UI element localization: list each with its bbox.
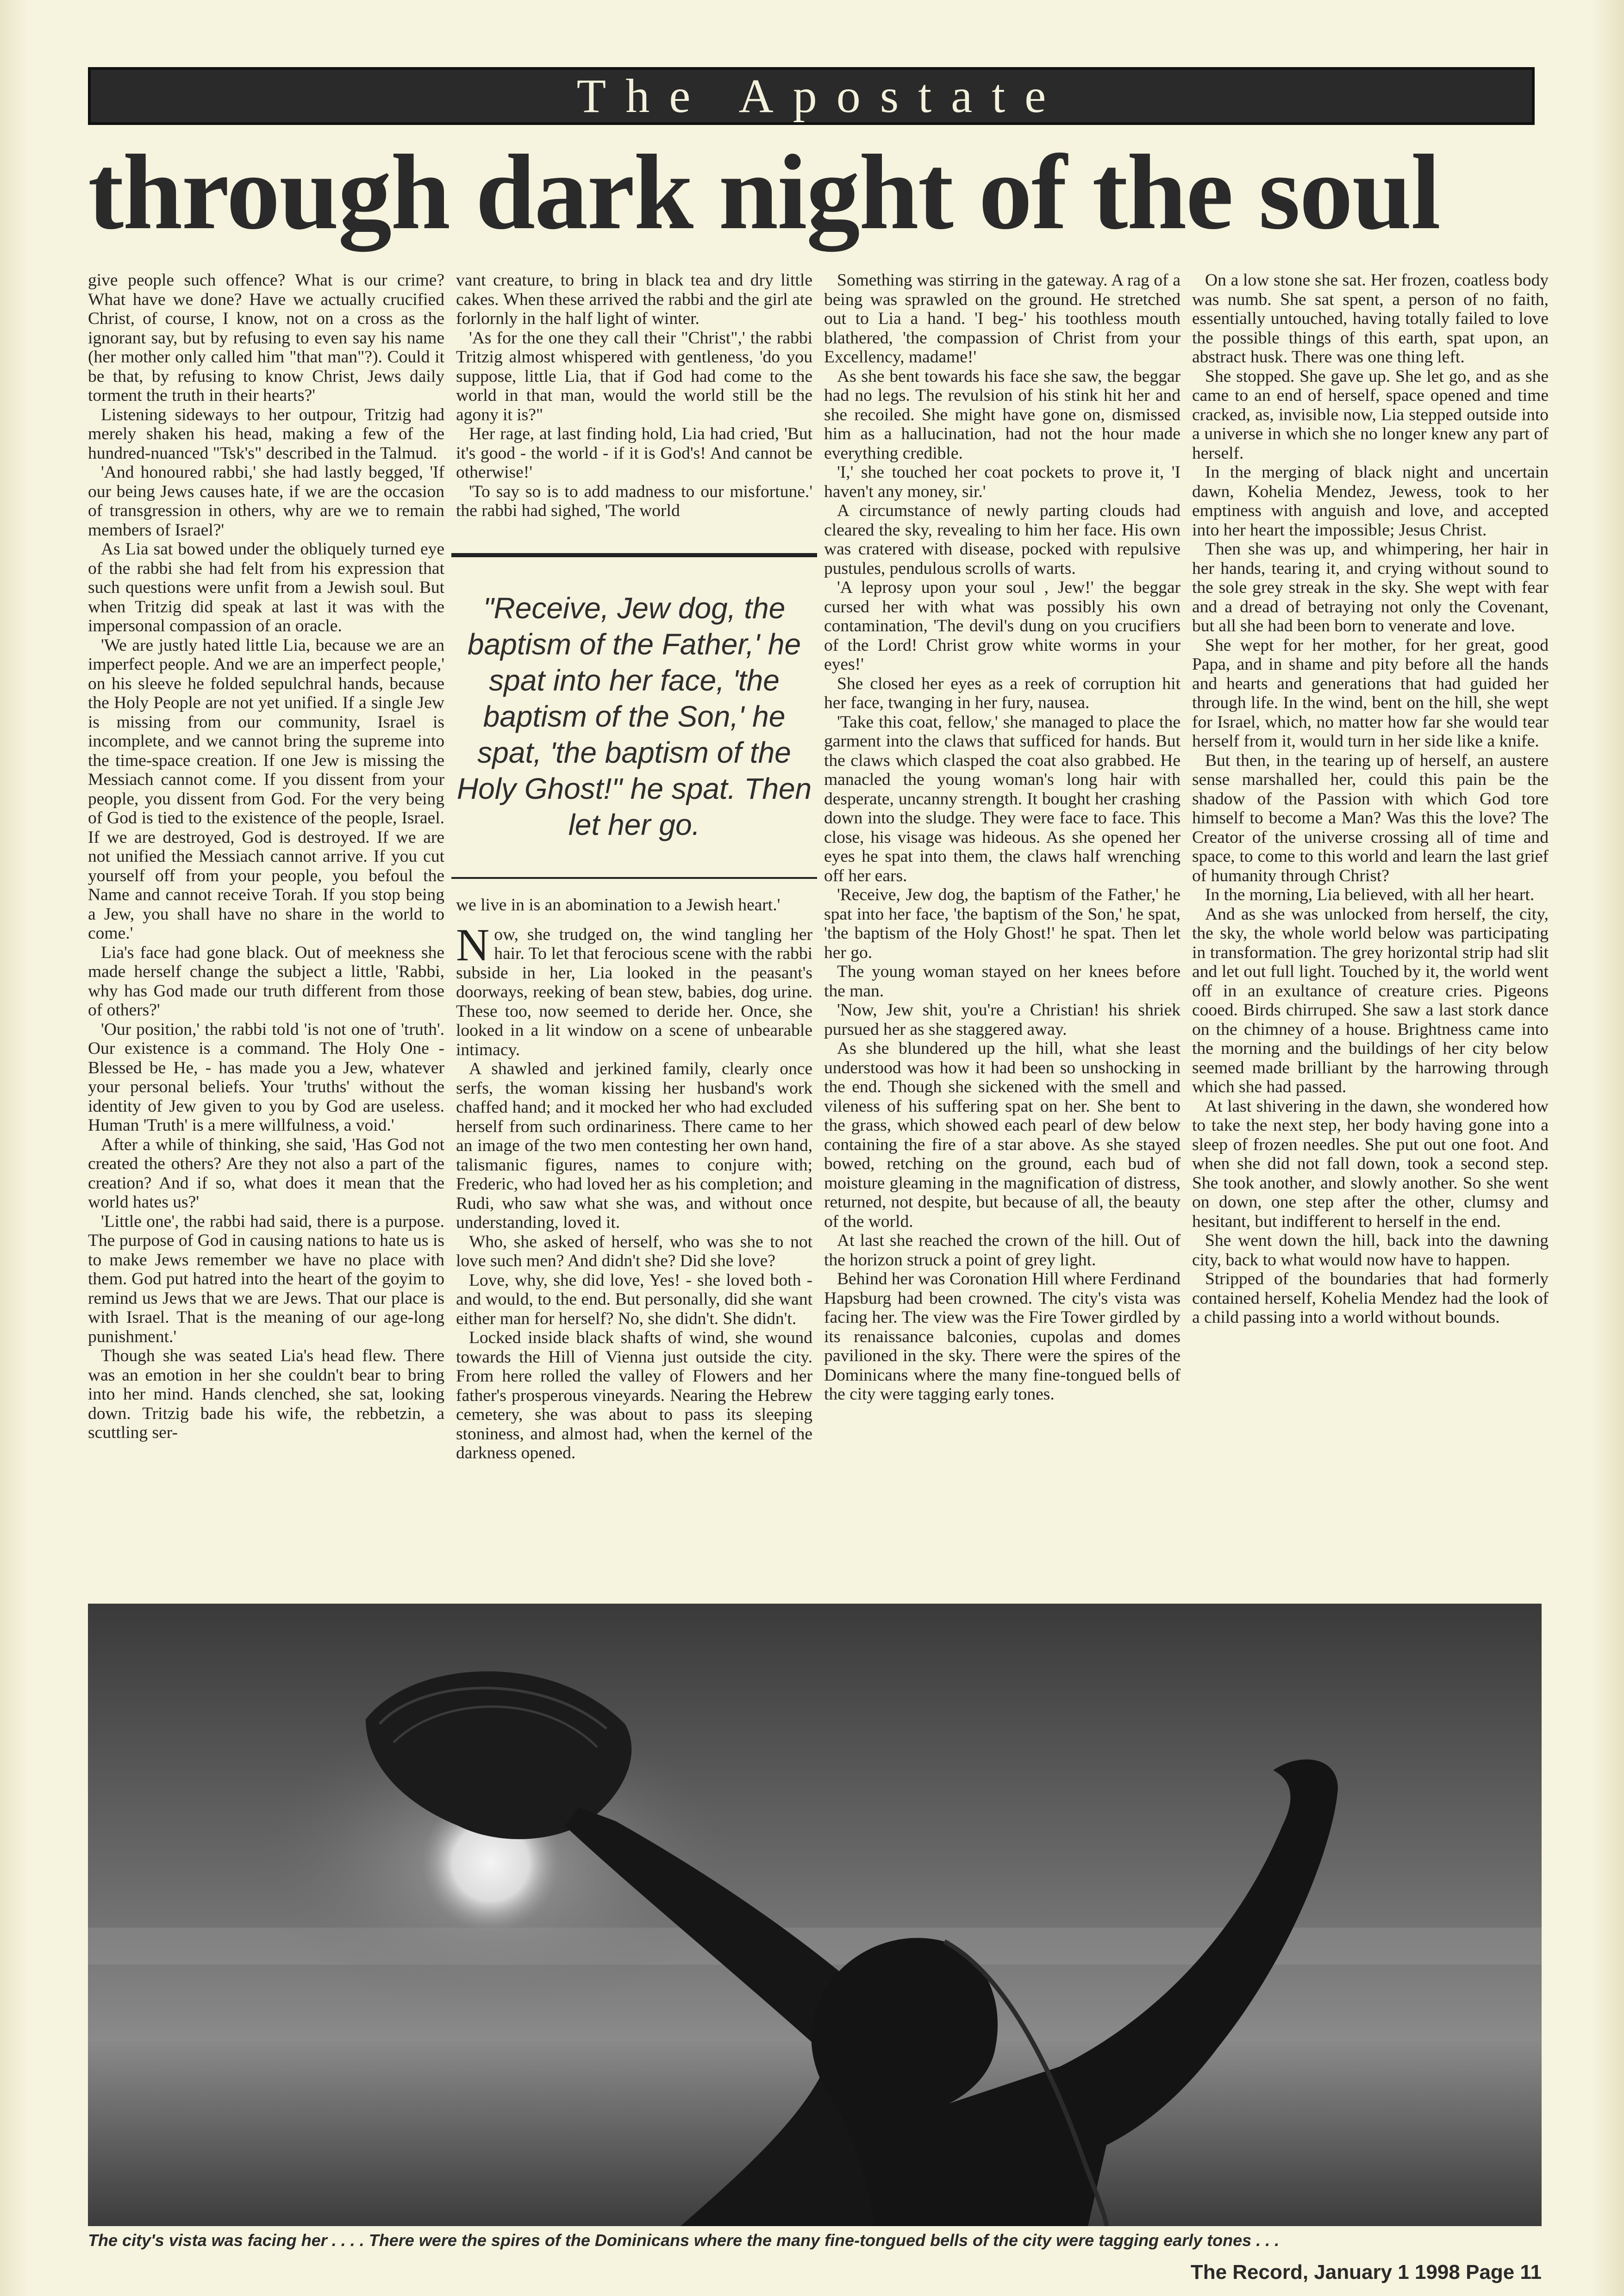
- paragraph: 'To say so is to add madness to our misfortune.' the rabbi had sighed, 'The world: [456, 482, 812, 520]
- column-2-top: [456, 271, 812, 521]
- paragraph: In the morning, Lia believed, with all her heart.: [1205, 885, 1535, 904]
- paragraph: As she blundered up the hill, what she least understood was how it had been so unshocking in the end. Though she sickened with the smell and vileness of his suffering spat on her. She bent to the grass, which showed each pearl of dew below containing the fire of a star above. As she stayed bowed, retching on the ground, each bud of moisture gleaming in the magnification of distress, returned, not despite, but because of all, the beauty of the world.: [824, 1039, 1181, 1231]
- photo-illustration: [88, 1604, 1542, 2226]
- paragraph: ow, she trudged on, the wind tangling her hair. To let that ferocious scene with the rabbi subside in her, Lia looked in the peasant's doorways, reeking of bean stew, babies, dog urine. These too, now seemed to deride her. Once, she looked in a lit window on a scene of unbearable intimacy.: [456, 925, 812, 1059]
- paragraph: Lia's face had gone black. Out of meekness she made herself change the subject a little, 'Rabbi, why has God made our truth different from those of others?': [88, 943, 444, 1020]
- paragraph: As Lia sat bowed under the obliquely turned eye of the rabbi she had felt from his expression that such questions were unfit from a Jewish soul. But when Tritzig did speak at last it was with the impersonal compassion of an oracle.: [88, 540, 444, 635]
- dropcap: N: [456, 919, 490, 971]
- paragraph: 'Our position,' the rabbi told 'is not one of 'truth'. Our existence is a command. The Holy One - Blessed be He, - has made you a Jew, whatever your personal beliefs. Your 'truths' without the identity of Jew given to you by God are useless. Human 'Truth' is a mere willfulness, a void.': [88, 1020, 444, 1135]
- paragraph: As she bent towards his face she saw, the beggar had no legs. The revulsion of his stink hit her and she recoiled. She might have gone on, dismissed him as a hallucination, had not the hour made everything credible.: [824, 367, 1181, 463]
- paragraph: She stopped. She gave up. She let go, and as she came to an end of herself, space opened and time cracked, as, invisible now, Lia stepped outside into a universe in which she no longer knew any part of herself.: [1192, 367, 1549, 463]
- pull-quote-top-rule: [451, 553, 817, 557]
- paragraph: On a low stone she sat. Her frozen, coatless body was numb. She sat spent, a person of no faith, essentially untouched, having totally failed to love the possible things of this earth, spat upon, an abstract husk. There was one thing left.: [1192, 271, 1549, 367]
- paragraph: A circumstance of newly parting clouds had cleared the sky, revealing to him her face. His own was cratered with disease, pocked with repulsive pustules, pendulous scrolls of warts.: [824, 501, 1181, 578]
- paragraph: After a while of thinking, she said, 'Has God not created the others? Are they not also a part of the creation? And if so, what does it mean that the world hates us?': [88, 1135, 444, 1212]
- paragraph: Listening sideways to her outpour, Tritzig had merely shaken his head, making a few of the hundred-nuanced "Tsk's" described in the Talmud.: [88, 405, 444, 463]
- paragraph: 'Receive, Jew dog, the baptism of the Father,' he spat into her face, 'the baptism of the Son,' he spat, 'the baptism of the Holy Ghost!' he spat. Then let her go.: [824, 885, 1181, 962]
- paragraph: Then she was up, and whimpering, her hair in her hands, tearing it, and crying without sound to the sole grey streak in the sky. She wept with fear and a dread of betraying not only the Covenant, but all she had been born to venerate and love.: [1192, 540, 1549, 635]
- paragraph: 'I,' she touched her coat pockets to prove it, 'I haven't any money, sir.': [824, 463, 1181, 501]
- paragraph: 'And honoured rabbi,' she had lastly begged, 'If our being Jews causes hate, if we are the occasion of transgression in others, why are we to remain members of Israel?': [88, 463, 444, 540]
- paragraph: A shawled and jerkined family, clearly once serfs, the woman kissing her husband's work chaffed hand; and it mocked her who had excluded herself from such ordinariness. There came to her an image of the two men contesting her own hand, talismanic figures, names to conjure with; Frederic, who had loved her as his completion; and Rudi, who saw what she was, and without once understanding, loved it.: [456, 1059, 812, 1232]
- paragraph: Love, why, she did love, Yes! - she loved both - and would, to the end. But personally, did she want either man for herself? No, she didn't. She didn't.: [456, 1270, 812, 1328]
- paragraph: Stripped of the boundaries that had formerly contained herself, Kohelia Mendez had the look of a child passing into a world without bounds.: [1192, 1269, 1549, 1327]
- section-kicker-banner: [88, 67, 1535, 125]
- paragraph: She closed her eyes as a reek of corruption hit her face, twanging in her fury, nausea.: [824, 674, 1181, 712]
- column-3: [824, 271, 1181, 1404]
- column-4: [1192, 271, 1549, 1327]
- paragraph: 'As for the one they call their "Christ",' the rabbi Tritzig almost whispered with gentleness, 'do you suppose, little Lia, that if God had come to the world in that man, would the world still be the agony it is?": [456, 328, 812, 424]
- paragraph: Locked inside black shafts of wind, she wound towards the Hill of Vienna just outside the city. From here rolled the valley of Flowers and her father's prosperous vineyards. Nearing the Hebrew cemetery, she was about to pass its sleeping stoniness, and almost had, when the kernel of the darkness opened.: [456, 1328, 812, 1462]
- page-footer: The Record, January 1 1998 Page 11: [1190, 2261, 1542, 2284]
- paragraph: At last shivering in the dawn, she wondered how to take the next step, her body having gone into a sleep of frozen needles. She put out one foot. And when she did not fall down, took a second step. She took another, and slowly another. So she went on down, one step after the other, clumsy and hesitant, but indifferent to herself in the end.: [1192, 1096, 1549, 1231]
- paragraph: vant creature, to bring in black tea and dry little cakes. When these arrived the rabbi and the girl ate forlornly in the half light of winter.: [456, 271, 812, 328]
- headline: through dark night of the soul: [88, 133, 1440, 252]
- paragraph: At last she reached the crown of the hill. Out of the horizon struck a point of grey light.: [824, 1231, 1181, 1269]
- paragraph: Though she was seated Lia's head flew. There was an emotion in her she couldn't bear to bring into her mind. Hands clenched, she sat, looking down. Tritzig bade his wife, the rebbetzin, a scuttling ser-: [88, 1346, 444, 1442]
- paragraph: She went down the hill, back into the dawning city, back to what would now have to happen.: [1192, 1231, 1549, 1269]
- dropcap-paragraph: [456, 919, 812, 1060]
- paragraph: The young woman stayed on her knees before the man.: [824, 962, 1181, 1001]
- paragraph: And as she was unlocked from herself, the city, the sky, the whole world below was participating in transformation. The grey horizontal strip had slit and let out full light. Touched by it, the world went off in an exultance of creature cries. Pigeons cooed. Birds chirruped. She saw a last stork dance on the chimney of a house. Brightness came into the morning and the buildings of her city below seemed made brilliant by the harrowing through which she had passed.: [1192, 904, 1549, 1096]
- paragraph: Her rage, at last finding hold, Lia had cried, 'But it's good - the world - if it is God's! And cannot be otherwise!': [456, 424, 812, 482]
- paragraph: 'Now, Jew shit, you're a Christian! his shriek pursued her as she staggered away.: [824, 1001, 1181, 1039]
- paragraph: 'We are justly hated little Lia, because we are an imperfect people. And we are an imperfect people,' on his sleeve he folded sepulchral hands, because the Holy People are not yet unified. If a single Jew is missing from our community, Israel is incomplete, and we cannot bring the supreme into the time-space creation. If one Jew is missing the Messiach cannot come. If you dissent from your people, you dissent from God. For the very being of God is tied to the existence of the people, Israel. If we are destroyed, God is destroyed. If we are not unified the Messiach cannot arrive. If you cut yourself off from your people, you befoul the Name and cannot receive Torah. If you stop being a Jew, you shall have no share in the world to come.': [88, 635, 444, 943]
- paragraph: 'Little one', the rabbi had said, there is a purpose. The purpose of God in causing nations to hate us is to make Jews remember we have no place with them. God put hatred into the heart of the goyim to remind us Jews that we are Jews. That our place is with Israel. That is the meaning of our age-long punishment.': [88, 1212, 444, 1346]
- paragraph: Something was stirring in the gateway. A rag of a being was sprawled on the ground. He stretched out to Lia a hand. 'I beg-' his toothless mouth blathered, 'the compassion of Christ from your Excellency, madame!': [824, 271, 1181, 367]
- section-kicker: The Apostate: [576, 69, 1066, 123]
- pull-quote: "Receive, Jew dog, the baptism of the Father,' he spat into her face, 'the baptism of the Son,' he spat, 'the baptism of the Holy Ghost!" he spat. Then let her go.: [456, 591, 812, 841]
- column-1: [88, 271, 444, 1443]
- paragraph: Behind her was Coronation Hill where Ferdinand Hapsburg had been crowned. The city's vista was facing her. The view was the Fire Tower girdled by its renaissance balconies, cupolas and domes pavilioned in the sky. There were the spires of the Dominicans where the many fine-tongued bells of the city were tagging early tones.: [824, 1269, 1181, 1404]
- column-2-bottom: [456, 896, 812, 1463]
- paragraph: Who, she asked of herself, who was she to not love such men? And didn't she? Did she love?: [456, 1232, 812, 1270]
- paragraph: give people such offence? What is our crime? What have we done? Have we actually crucified Christ, of course, I know, not on a cross as the ignorant say, but by refusing to even say his name (her mother only called him "that man"?). Could it be that, by refusing to know Christ, Jews daily torment the truth in their hearts?': [88, 271, 444, 405]
- paragraph: we live in is an abomination to a Jewish heart.': [456, 896, 781, 915]
- photo-caption: The city's vista was facing her . . . . There were the spires of the Dominicans where the many fine-tongued bells of the city were tagging early tones . . .: [88, 2231, 1280, 2250]
- silhouette-photo: [88, 1604, 1542, 2226]
- paragraph: She wept for her mother, for her great, good Papa, and in shame and pity before all the hands and hearts and generations that had guided her through life. In the wind, bent on the hill, she wept for Israel, which, no matter how far she would tear herself from it, would turn in her side like a knife.: [1192, 635, 1549, 751]
- paragraph: In the merging of black night and uncertain dawn, Kohelia Mendez, Jewess, took to her emptiness with anguish and love, and accepted into her heart the impossible; Jesus Christ.: [1192, 463, 1549, 540]
- paragraph: But then, in the tearing up of herself, an austere sense marshalled her, could this pain be the shadow of the Passion with which God tore himself to become a Man? Was this the love? The Creator of the universe crossing all of time and space, to come to this world and learn the last grief of humanity through Christ?: [1192, 751, 1549, 885]
- paragraph: 'Take this coat, fellow,' she managed to place the garment into the claws that sufficed for hands. But the claws which clasped the coat also grabbed. He manacled the young woman's long hair with desperate, uncanny strength. It bought her crashing down into the sludge. They were face to face. This close, his visage was hideous. As she opened her eyes he spat into them, the claws half wrenching off her ears.: [824, 712, 1181, 885]
- pull-quote-bottom-rule: [451, 877, 817, 879]
- paragraph: 'A leprosy upon your soul , Jew!' the beggar cursed her with what was possibly his own contamination, 'The devil's dung on you crucifiers of the Lord! Christ grow white worms in your eyes!': [824, 578, 1181, 674]
